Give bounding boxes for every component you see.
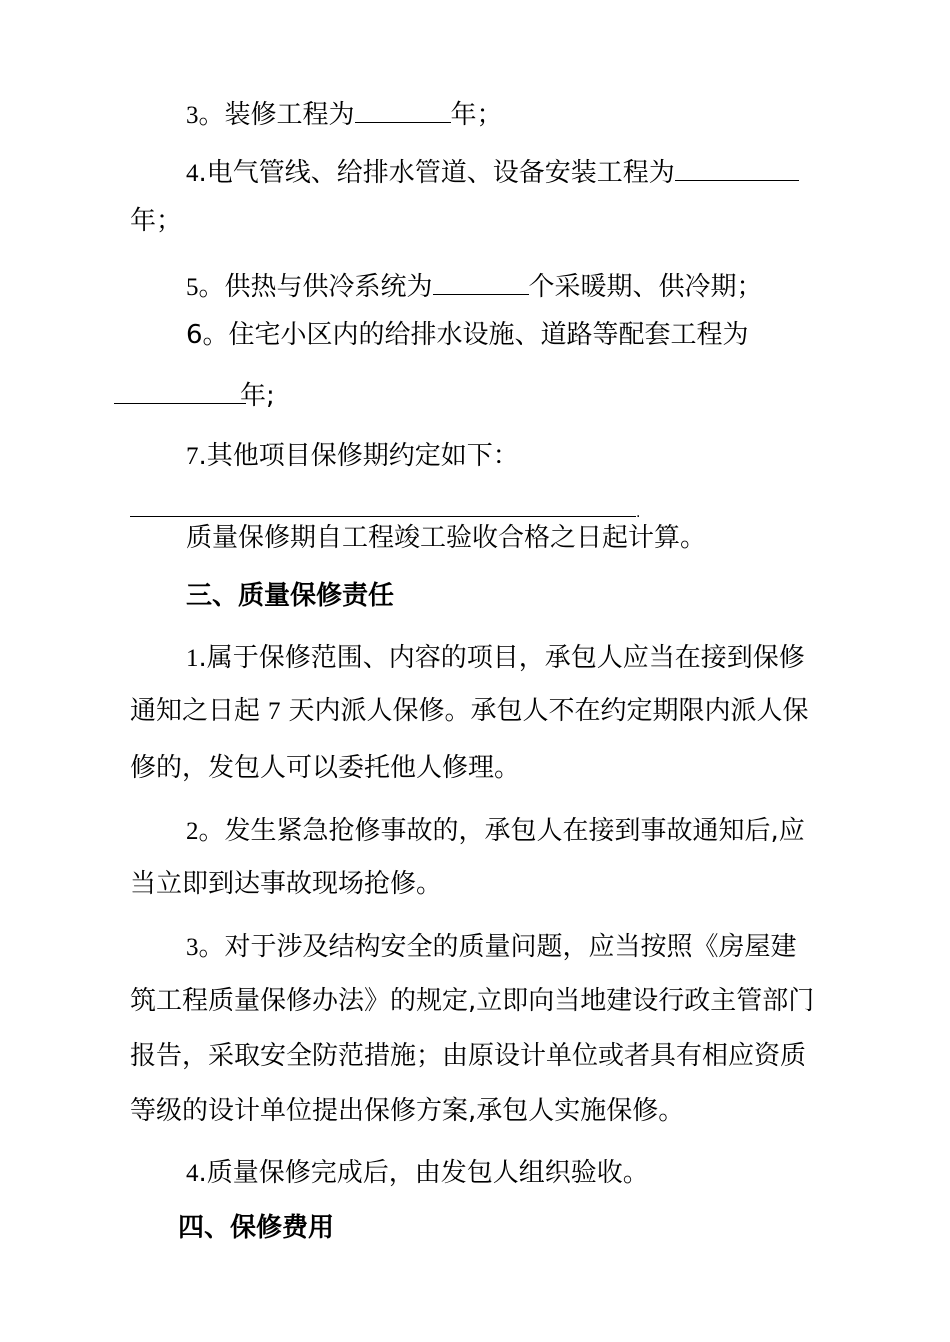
item-text: 。对于涉及结构安全的质量问题，应当按照《房屋建 xyxy=(198,932,797,962)
item-text: .属于保修范围、内容的项目，承包人应当在接到保修 xyxy=(198,643,805,673)
section-title: 四、保修费用 xyxy=(178,1213,335,1243)
item-number: 4 xyxy=(186,1160,199,1187)
blank-field xyxy=(355,94,451,123)
item-number: 7 xyxy=(268,698,281,725)
item-text: .电气管线、给排水管道、设备安装工程为 xyxy=(198,158,675,188)
item-text: 年； xyxy=(130,206,183,236)
item-text: 当立即到达事故现场抢修。 xyxy=(130,869,443,899)
responsibility-2-line-1 xyxy=(186,813,805,850)
warranty-item-4 xyxy=(186,152,799,192)
item-number: 5 xyxy=(186,274,199,301)
item-text: 6。住宅小区内的给排水设施、道路等配套工程为 xyxy=(186,320,749,350)
item-number: 3 xyxy=(186,102,199,129)
item-text: 通知之日起 xyxy=(130,696,261,726)
warranty-item-6 xyxy=(186,317,749,353)
item-text: 。供热与供冷系统为 xyxy=(198,272,433,302)
responsibility-3-line-2 xyxy=(130,983,814,1019)
blank-field xyxy=(130,488,636,517)
responsibility-2-line-2 xyxy=(130,866,442,902)
item-text: .其他项目保修期约定如下： xyxy=(198,441,519,471)
section-4-heading xyxy=(178,1210,334,1246)
warranty-item-5 xyxy=(186,266,763,306)
warranty-item-6-cont xyxy=(114,375,275,414)
warranty-item-3 xyxy=(186,94,503,134)
responsibility-3-line-4 xyxy=(130,1093,684,1129)
item-text: .质量保修完成后，由发包人组织验收。 xyxy=(198,1158,649,1188)
item-text: 筑工程质量保修办法》的规定,立即向当地建设行政主管部门 xyxy=(130,986,815,1016)
item-text: . xyxy=(636,505,641,521)
warranty-period-start xyxy=(186,520,706,556)
warranty-item-4-cont xyxy=(130,203,182,239)
item-text: 。发生紧急抢修事故的，承包人在接到事故通知后,应 xyxy=(198,816,805,846)
item-number: 1 xyxy=(186,645,199,672)
section-title: 三、质量保修责任 xyxy=(186,581,395,611)
item-text: 质量保修期自工程竣工验收合格之日起计算。 xyxy=(186,523,707,553)
item-text: 报告，采取安全防范措施；由原设计单位或者具有相应资质 xyxy=(130,1041,807,1071)
item-text: 修的，发包人可以委托他人修理。 xyxy=(130,753,521,783)
responsibility-1-line-2 xyxy=(130,693,809,730)
item-number: 2 xyxy=(186,818,199,845)
item-text: 天内派人保修。承包人不在约定期限内派人保 xyxy=(288,696,809,726)
item-text-suffix: 个采暖期、供冷期； xyxy=(528,272,763,302)
item-text: 等级的设计单位提出保修方案,承包人实施保修。 xyxy=(130,1096,685,1126)
item-text: 年; xyxy=(240,381,275,411)
item-number: 3 xyxy=(186,934,199,961)
item-text-suffix: 年； xyxy=(450,100,503,130)
item-number: 4 xyxy=(186,160,199,187)
section-3-heading xyxy=(186,578,394,614)
responsibility-4-line-1 xyxy=(186,1155,649,1192)
blank-field xyxy=(114,375,246,404)
item-number: 7 xyxy=(186,443,199,470)
responsibility-3-line-3 xyxy=(130,1038,806,1074)
responsibility-1-line-1 xyxy=(186,640,805,677)
blank-field xyxy=(675,152,799,181)
responsibility-1-line-3 xyxy=(130,750,520,786)
blank-field xyxy=(433,266,529,295)
warranty-item-7 xyxy=(186,438,519,475)
responsibility-3-line-1 xyxy=(186,929,797,966)
item-text: 。装修工程为 xyxy=(198,100,355,130)
